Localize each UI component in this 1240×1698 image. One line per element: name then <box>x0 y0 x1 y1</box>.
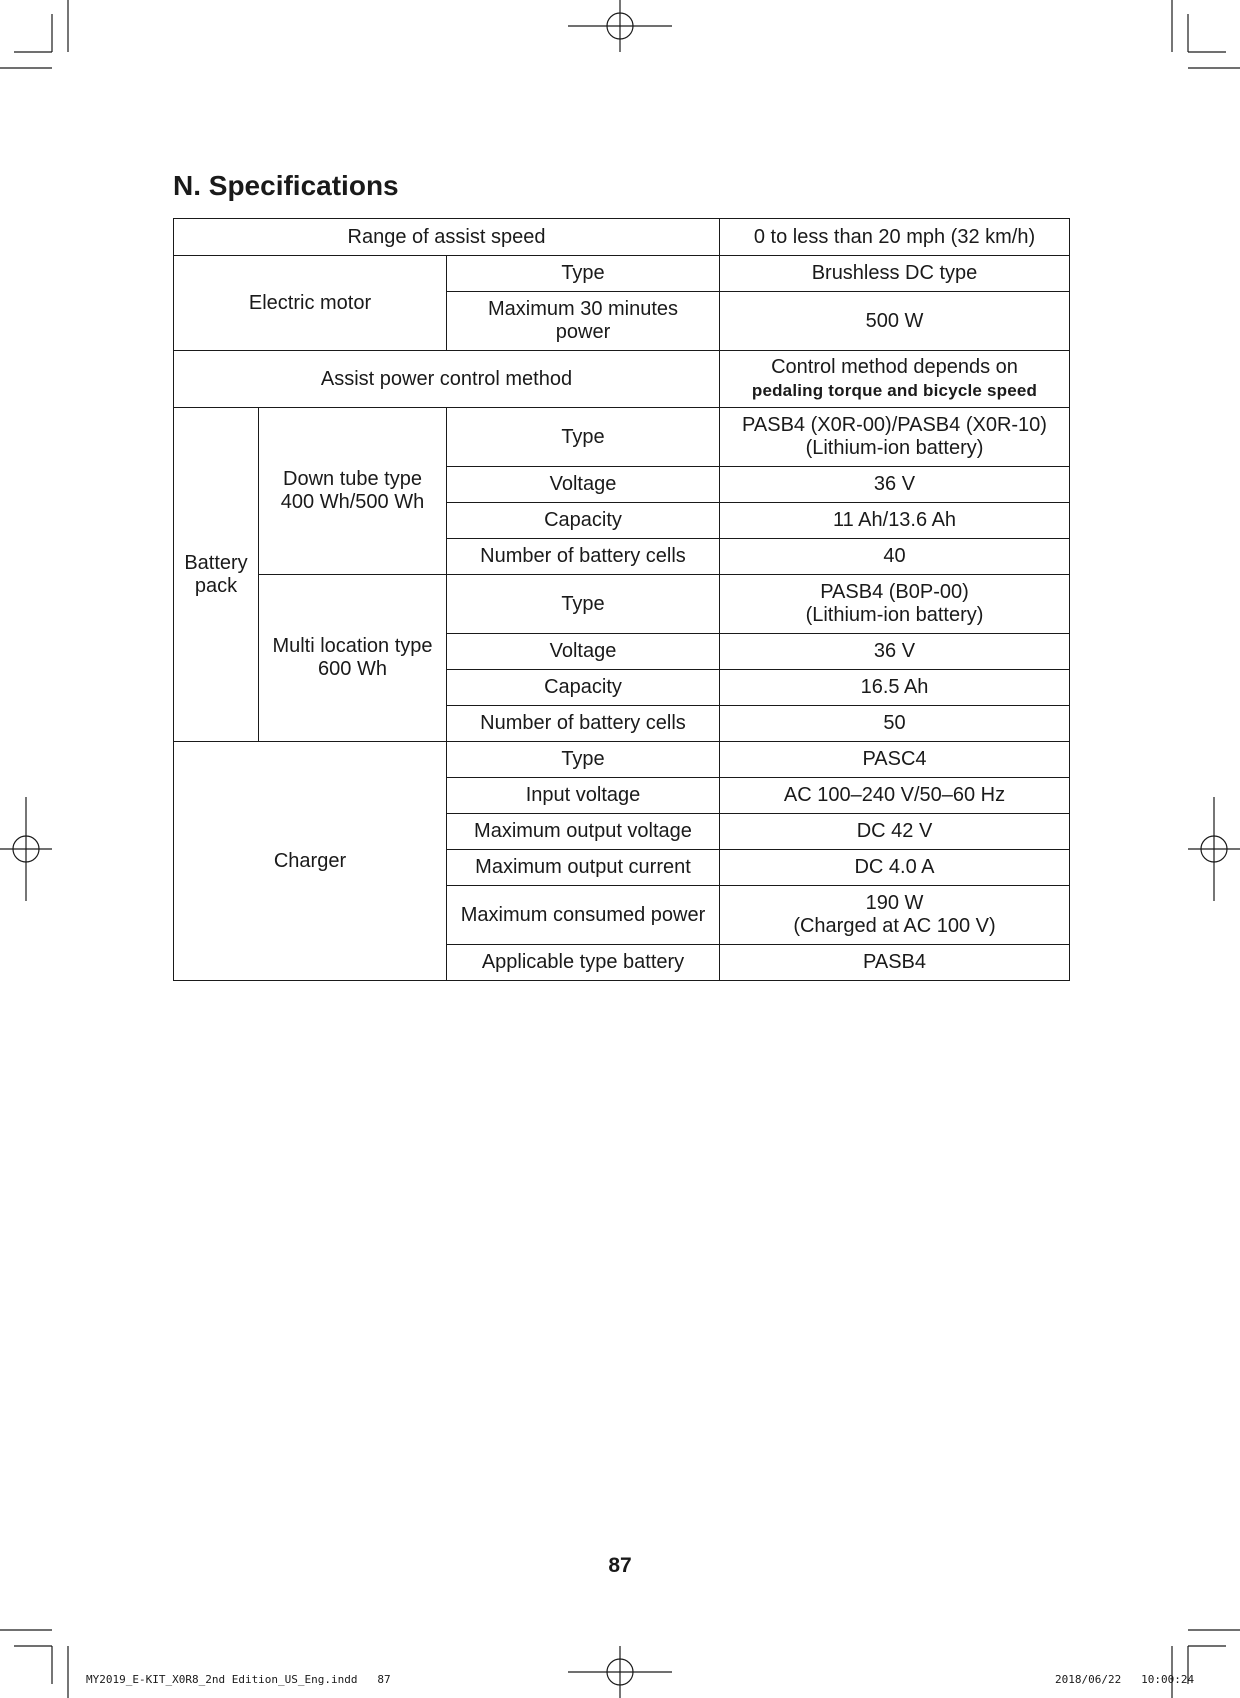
battery-pack-label <box>174 408 259 742</box>
down-tube-voltage-value: 36 V <box>720 467 1070 503</box>
page-number: 87 <box>608 1554 632 1577</box>
charger-battery-label: Applicable type battery <box>447 945 720 981</box>
table-row <box>174 742 1070 778</box>
slug-date: 2018/06/22 <box>1055 1673 1122 1686</box>
charger-type-label: Type <box>447 742 720 778</box>
control-method-line2: pedaling torque and bicycle speed <box>751 381 1038 400</box>
down-tube-name-line1: Down tube type <box>283 468 422 490</box>
charger-type-value: PASC4 <box>720 742 1070 778</box>
charger-output-voltage-value: DC 42 V <box>720 814 1070 850</box>
charger-output-current-label: Maximum output current <box>447 850 720 886</box>
charger-output-current-value: DC 4.0 A <box>720 850 1070 886</box>
specifications-table <box>173 218 1070 981</box>
multi-location-cells-value: 50 <box>720 706 1070 742</box>
table-row <box>174 256 1070 292</box>
slug-left <box>86 1673 391 1686</box>
multi-location-type-row-label: Type <box>447 575 720 634</box>
battery-pack-label-line2: pack <box>194 574 238 597</box>
motor-power-label-line2: power <box>555 321 611 343</box>
table-row <box>174 351 1070 408</box>
battery-pack-label-line1: Battery <box>184 551 248 574</box>
charger-power-value <box>720 886 1070 945</box>
charger-input-label: Input voltage <box>447 778 720 814</box>
assist-speed-label: Range of assist speed <box>174 219 720 256</box>
multi-location-voltage-value: 36 V <box>720 634 1070 670</box>
motor-type-label: Type <box>447 256 720 292</box>
down-tube-cells-label: Number of battery cells <box>447 539 720 575</box>
charger-label: Charger <box>174 742 447 981</box>
table-row <box>174 219 1070 256</box>
slug-right <box>1055 1673 1194 1686</box>
charger-power-value-line2: (Charged at AC 100 V) <box>793 915 996 937</box>
multi-location-capacity-value: 16.5 Ah <box>720 670 1070 706</box>
motor-power-value: 500 W <box>720 292 1070 351</box>
down-tube-type-label <box>259 408 447 575</box>
control-method-label: Assist power control method <box>174 351 720 408</box>
charger-battery-value: PASB4 <box>720 945 1070 981</box>
motor-label: Electric motor <box>174 256 447 351</box>
multi-location-type-value-line1: PASB4 (B0P-00) <box>820 581 969 603</box>
down-tube-cells-value: 40 <box>720 539 1070 575</box>
multi-location-name-line2: 600 Wh <box>318 658 387 680</box>
motor-power-label-line1: Maximum 30 minutes <box>487 298 679 320</box>
charger-input-value: AC 100–240 V/50–60 Hz <box>720 778 1070 814</box>
multi-location-voltage-label: Voltage <box>447 634 720 670</box>
charger-power-value-line1: 190 W <box>865 892 924 914</box>
down-tube-type-value-line2: (Lithium-ion battery) <box>805 437 984 459</box>
down-tube-type-value <box>720 408 1070 467</box>
down-tube-capacity-value: 11 Ah/13.6 Ah <box>720 503 1070 539</box>
down-tube-type-value-line1: PASB4 (X0R-00)/PASB4 (X0R-10) <box>742 414 1047 436</box>
down-tube-capacity-label: Capacity <box>447 503 720 539</box>
charger-output-voltage-label: Maximum output voltage <box>447 814 720 850</box>
slug-file-name: MY2019_E-KIT_X0R8_2nd Edition_US_Eng.indd <box>86 1673 358 1686</box>
table-row <box>174 575 1070 634</box>
motor-power-label <box>447 292 720 351</box>
control-method-line1: Control method depends on <box>771 356 1018 378</box>
multi-location-name-line1: Multi location type <box>272 635 433 657</box>
assist-speed-value: 0 to less than 20 mph (32 km/h) <box>720 219 1070 256</box>
down-tube-voltage-label: Voltage <box>447 467 720 503</box>
slug-page: 87 <box>377 1673 391 1686</box>
multi-location-capacity-label: Capacity <box>447 670 720 706</box>
charger-power-label: Maximum consumed power <box>447 886 720 945</box>
slug-time: 10:00:24 <box>1141 1673 1195 1686</box>
control-method-value <box>720 351 1070 408</box>
multi-location-cells-label: Number of battery cells <box>447 706 720 742</box>
down-tube-type-row-label: Type <box>447 408 720 467</box>
multi-location-type-value-line2: (Lithium-ion battery) <box>805 604 984 626</box>
multi-location-type-label <box>259 575 447 742</box>
multi-location-type-value <box>720 575 1070 634</box>
table-row <box>174 408 1070 467</box>
down-tube-name-line2: 400 Wh/500 Wh <box>280 491 425 513</box>
section-title: N. Specifications <box>173 170 399 201</box>
motor-type-value: Brushless DC type <box>720 256 1070 292</box>
